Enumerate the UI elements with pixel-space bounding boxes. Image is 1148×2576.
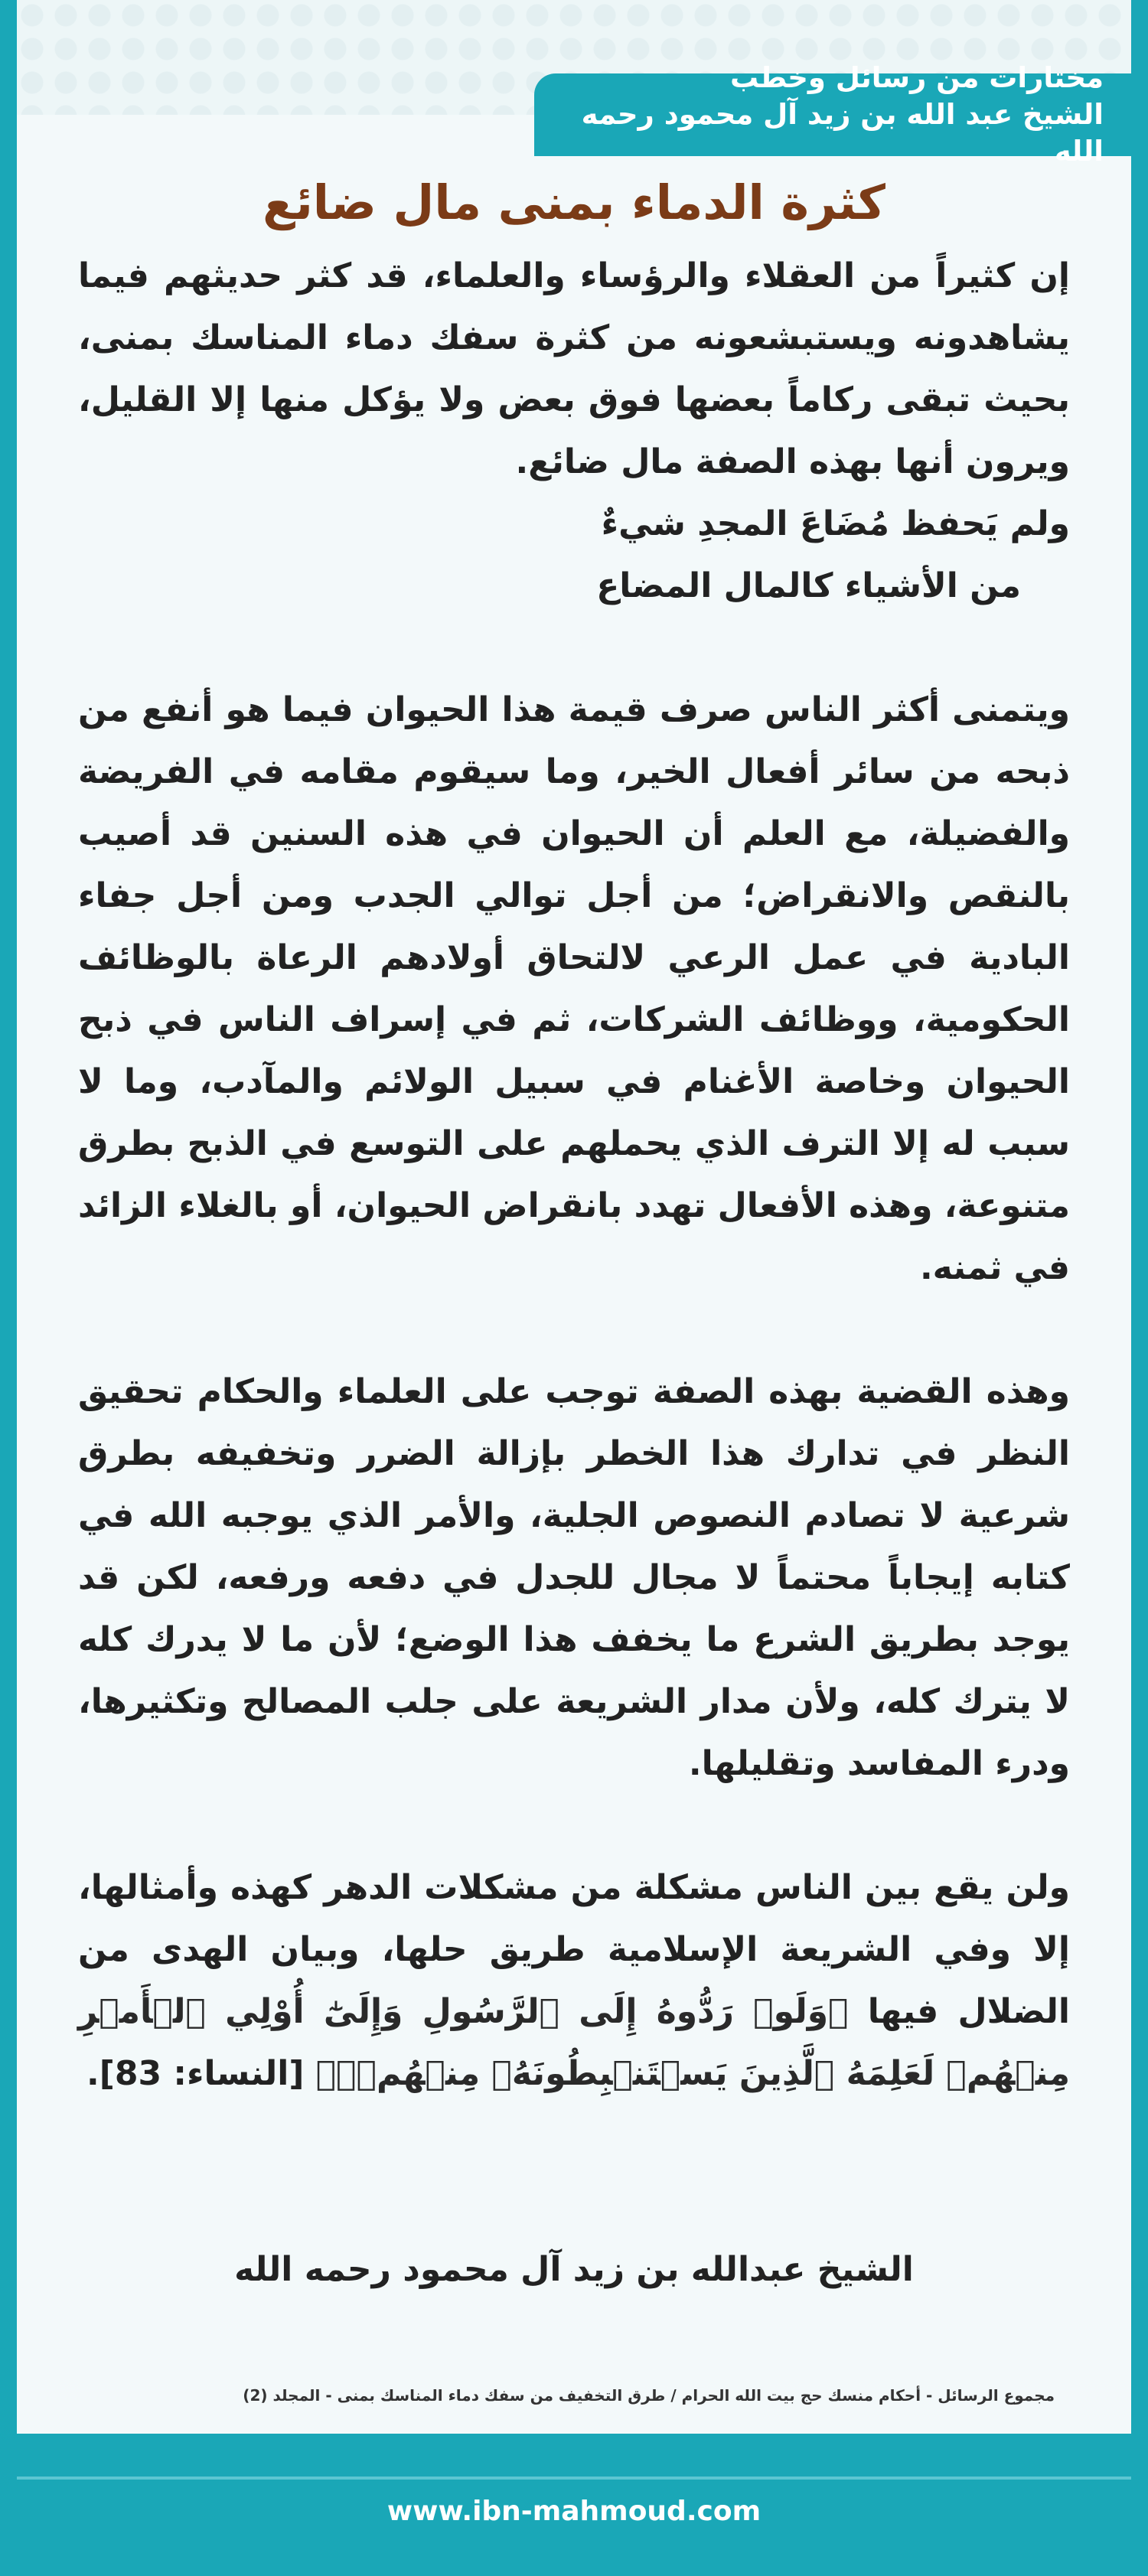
paragraph-4 <box>78 1857 1070 2105</box>
poem-line-1: ولم يَحفظ مُضَاعَ المجدِ شيءٌ <box>601 504 1070 543</box>
footer-divider <box>17 2477 1131 2480</box>
header-line-2: الشيخ عبد الله بن زيد آل محمود رحمه الله <box>581 98 1104 168</box>
source-citation: مجموع الرسائل - أحكام منسك حج بيت الله الحرام / طرق التخفيف من سفك دماء المناسك بمنى - المجلد (2) <box>243 2386 1055 2405</box>
paragraph-2: ويتمنى أكثر الناس صرف قيمة هذا الحيوان فيما هو أنفع من ذبحه من سائر أفعال الخير، وما سيقوم مقامه في الفريضة والفضيلة، مع العلم أن الحيوان في هذه السنين قد أصيب بالنقص والانقراض؛ من أجل توالي الجدب ومن أجل جفاء البادية في عمل الرعي لالتحاق أولادهم الرعاة بالوظائف الحكومية، ووظائف الشركات، ثم في إسراف الناس في ذبح الحيوان وخاصة الأغنام في سبيل الولائم والمآدب، وما لا سبب له إلا الترف الذي يحملهم على التوسع في الذبح بطرق متنوعة، وهذه الأفعال تهدد بانقراض الحيوان، أو بالغلاء الزائد في ثمنه. <box>78 690 1070 1287</box>
paragraph-4-text: ولن يقع بين الناس مشكلة من مشكلات الدهر كهذه وأمثالها، إلا وفي الشريعة الإسلامية طريق حلها، وبيان الهدى من الضلال فيها <box>78 1868 1070 2031</box>
page-frame <box>17 0 1131 2434</box>
article-body <box>78 245 1070 2167</box>
paragraph-1: إن كثيراً من العقلاء والرؤساء والعلماء، قد كثر حديثهم فيما يشاهدونه ويستبشعونه من كثرة سفك دماء المناسك بمنى، بحيث تبقى ركاماً بعضها فوق بعض ولا يؤكل منها إلا القليل، ويرون أنها بهذه الصفة مال ضائع. <box>78 256 1070 481</box>
signature: الشيخ عبدالله بن زيد آل محمود رحمه الله <box>234 2250 914 2289</box>
verse-reference: [النساء: 83]. <box>86 2054 316 2093</box>
poem-line-2: من الأشياء كالمال المضاع <box>596 566 1021 605</box>
paragraph-3: وهذه القضية بهذه الصفة توجب على العلماء والحكام تحقيق النظر في تدارك هذا الخطر بإزالة الضرر وتخفيفه بطرق شرعية لا تصادم النصوص الجلية، والأمر الذي يوجبه الله في كتابه إيجاباً محتماً لا مجال للجدل في دفعه ورفعه، لكن قد يوجد بطريق الشرع ما يخفف هذا الوضع؛ لأن ما لا يدرك كله لا يترك كله، ولأن مدار الشريعة على جلب المصالح وتكثيرها، ودرء المفاسد وتقليلها. <box>78 1372 1070 1783</box>
poem <box>78 493 1070 617</box>
header-line-1: مختارات من رسائل وخطب <box>730 61 1104 94</box>
header-badge <box>534 61 1131 168</box>
website-link[interactable]: www.ibn-mahmoud.com <box>386 2495 762 2527</box>
footer <box>0 2434 1148 2576</box>
quran-verse: ﴿وَلَوۡ رَدُّوهُ إِلَى ٱلرَّسُولِ وَإِلَىٰٓ أُوْلِي ٱلۡأَمۡرِ مِنۡهُمۡ لَعَلِمَهُ ٱلَّذِينَ يَسۡتَنۢبِطُونَهُۥ مِنۡهُمۡۗ﴾ <box>78 1992 1070 2093</box>
article-title: كثرة الدماء بمنى مال ضائع <box>263 174 885 230</box>
